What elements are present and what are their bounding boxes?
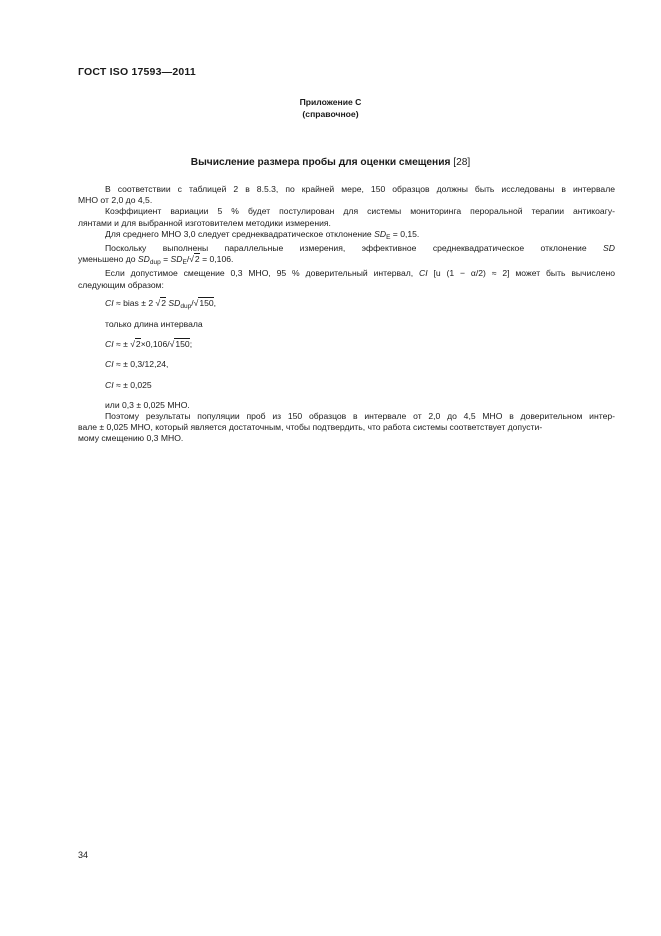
section-title — [0, 157, 661, 168]
document-id: ГОСТ ISO 17593—2011 — [78, 66, 196, 78]
radicand: 2 — [161, 297, 167, 308]
page-number: 34 — [78, 850, 89, 860]
paragraph-4-line-2 — [78, 254, 615, 268]
formula-2-multiplier: ×0,106/√ — [140, 339, 175, 350]
paragraph-2-line-2: лянтами и для выбранной изготовителем методики измерения. — [78, 217, 331, 228]
ci-symbol: CI — [105, 379, 114, 390]
annex-type: (справочное) — [302, 109, 359, 119]
sd-symbol: SD — [374, 228, 387, 239]
sd-e-subscript: E — [182, 259, 187, 267]
conclusion-line-3: мому смещению 0,3 МНО. — [78, 433, 184, 444]
paragraph-3-text: Для среднего МНО 3,0 следует среднеквадратическое отклонение — [105, 228, 372, 239]
sd-symbol: SD — [168, 297, 181, 308]
paragraph-5-text-2: [u (1 − α/2) ≈ 2] может быть вычислено — [433, 268, 615, 279]
paragraph-4-text: Поскольку выполнены параллельные измерения, эффективное среднеквадратическое отклонение — [105, 243, 587, 254]
sd-symbol: SD — [603, 243, 615, 254]
sqrt-symbol: /√ — [186, 254, 194, 265]
radicand: 150 — [199, 297, 214, 308]
result-line: или 0,3 ± 0,025 МНО. — [105, 399, 190, 410]
paragraph-1-line-2: МНО от 2,0 до 4,5. — [78, 195, 153, 206]
body-text — [78, 184, 615, 445]
paragraph-3 — [78, 229, 615, 243]
formula-3-expression: ≈ ± 0,3/12,24, — [115, 359, 169, 370]
annex-heading — [0, 96, 661, 120]
formula-1 — [78, 298, 615, 312]
punctuation: ; — [189, 339, 193, 350]
formula-4 — [78, 380, 615, 391]
paragraph-4-line-1 — [78, 243, 615, 254]
radicand: 150 — [175, 339, 190, 350]
paragraph-4-value: = 0,106. — [202, 254, 234, 265]
formula-1-expression: ≈ bias ± 2 √ — [115, 297, 161, 308]
radicand: 2 — [135, 339, 141, 350]
paragraph-4-text-2: уменьшено до — [78, 254, 136, 265]
ci-symbol: CI — [105, 297, 114, 308]
paragraph-5-line-1 — [78, 268, 615, 279]
paragraph-3-value: = 0,15. — [392, 228, 420, 239]
annex-label: Приложение С — [299, 97, 362, 107]
conclusion-line-2: вале ± 0,025 МНО, который является достаточным, чтобы подтвердить, что работа системы соответствует допусти- — [78, 422, 543, 433]
paragraph-1-line-1: В соответствии с таблицей 2 в 8.5.3, по крайней мере, 150 образцов должны быть исследованы в интервале — [105, 184, 615, 194]
section-reference: [28] — [453, 157, 471, 168]
sd-dup-subscript: dup — [149, 259, 161, 267]
sqrt-symbol: /√ — [191, 297, 199, 308]
sd-subscript: dup — [180, 302, 192, 310]
section-title-text: Вычисление размера пробы для оценки смещения — [190, 157, 451, 168]
ci-symbol: CI — [419, 268, 428, 279]
interval-note: только длина интервала — [105, 319, 203, 330]
conclusion-line-1: Поэтому результаты популяции проб из 150 образцов в интервале от 2,0 до 4,5 МНО в доверительном интер- — [105, 411, 615, 422]
formula-2-expression: ≈ ± √ — [115, 339, 135, 350]
equals-sign: = — [163, 254, 169, 265]
paragraph-5-line-2: следующим образом: — [78, 279, 164, 290]
radicand: 2 — [194, 254, 200, 265]
paragraph-5-text: Если допустимое смещение 0,3 МНО, 95 % доверительный интервал, — [105, 268, 414, 279]
sd-dup-symbol: SD — [137, 254, 150, 265]
formula-4-expression: ≈ ± 0,025 — [115, 379, 152, 390]
formula-2 — [78, 339, 615, 350]
punctuation: , — [213, 297, 217, 308]
paragraph-2-line-1: Коэффициент вариации 5 % будет постулирован для системы мониторинга пероральной терапии антикоагу- — [105, 206, 615, 217]
sd-e-symbol: SD — [170, 254, 183, 265]
ci-symbol: CI — [105, 339, 114, 350]
sd-subscript: E — [386, 233, 391, 241]
ci-symbol: CI — [105, 359, 114, 370]
formula-3 — [78, 359, 615, 370]
